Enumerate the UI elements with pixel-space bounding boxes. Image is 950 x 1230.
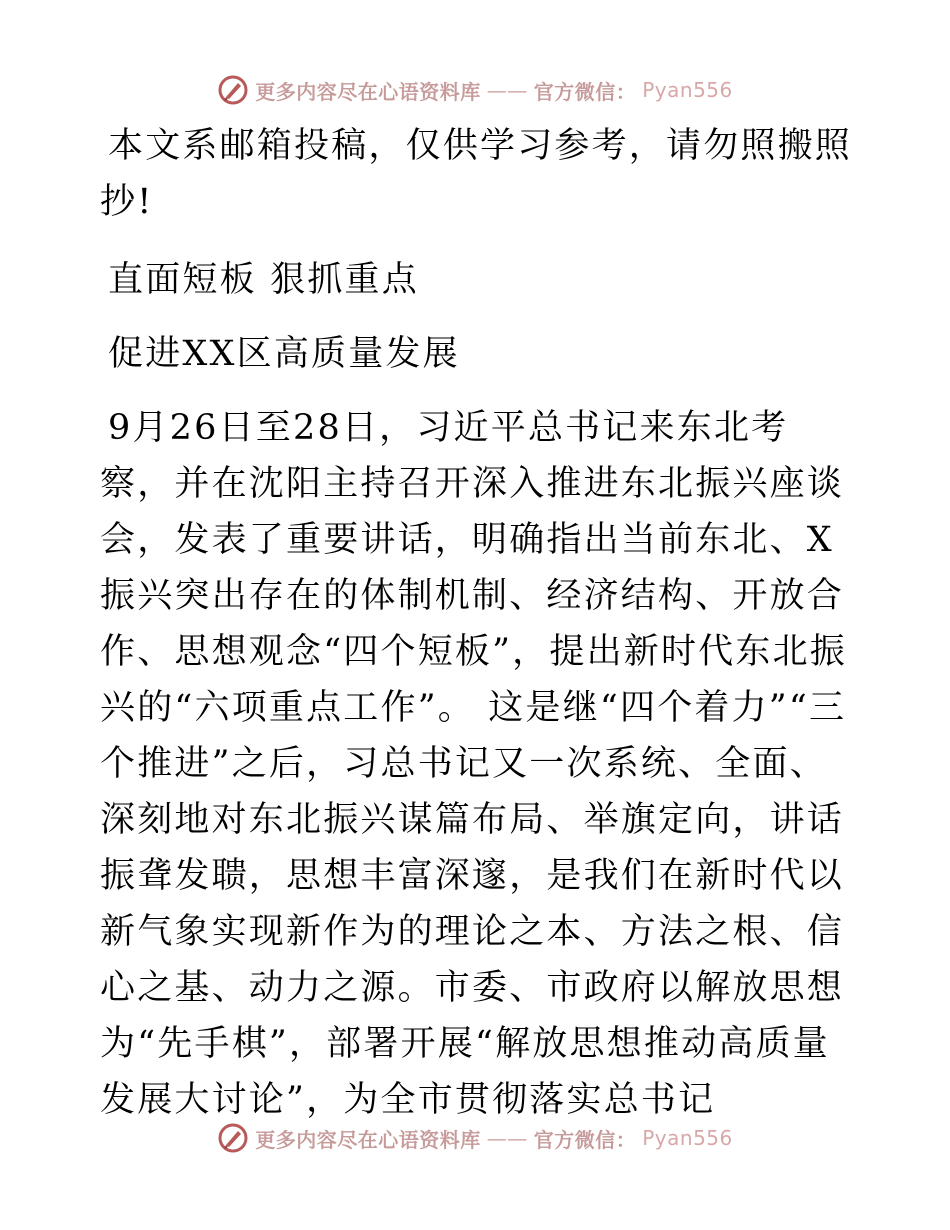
watermark-contact-label: 官方微信：	[533, 1127, 637, 1152]
watermark-separator: ——	[486, 1126, 528, 1150]
watermark-main-text: 更多内容尽在心语资料库	[255, 1127, 481, 1152]
submission-note: 本文系邮箱投稿，仅供学习参考，请勿照搬照抄!	[100, 126, 853, 222]
document-title-line-1: 直面短板 狠抓重点	[108, 260, 419, 300]
header-watermark	[0, 70, 950, 110]
watermark-contact-id: Pyan556	[642, 1126, 733, 1150]
watermark-main-text: 更多内容尽在心语资料库	[255, 79, 481, 104]
footer-watermark	[0, 1118, 950, 1158]
watermark-separator: ——	[486, 78, 528, 102]
document-content	[100, 118, 852, 1128]
watermark-contact-label: 官方微信：	[533, 79, 637, 104]
pen-circle-logo-icon	[217, 1122, 249, 1154]
watermark-contact-id: Pyan556	[642, 78, 733, 102]
body-paragraph: 9月26日至28日，习近平总书记来东北考察，并在沈阳主持召开深入推进东北振兴座谈会，发表了重要讲话，明确指出当前东北、X振兴突出存在的体制机制、经济结构、开放合作、思想观念“四个短板”，提出新时代东北振兴的“六项重点工作”。 这是继“四个着力”“三个推进”之后，习总书记又一次系统、全面、深刻地对东北振兴谋篇布局、举旗定向，讲话振聋发聩，思想丰富深邃，是我们在新时代以新气象实现新作为的理论之本、方法之根、信心之基、动力之源。市委、市政府以解放思想为“先手棋”，部署开展“解放思想推动高质量发展大讨论”，为全市贯彻落实总书记	[100, 408, 847, 1120]
document-title-line-2: 促进XX区高质量发展	[108, 334, 460, 374]
pen-circle-logo-icon	[217, 74, 249, 106]
